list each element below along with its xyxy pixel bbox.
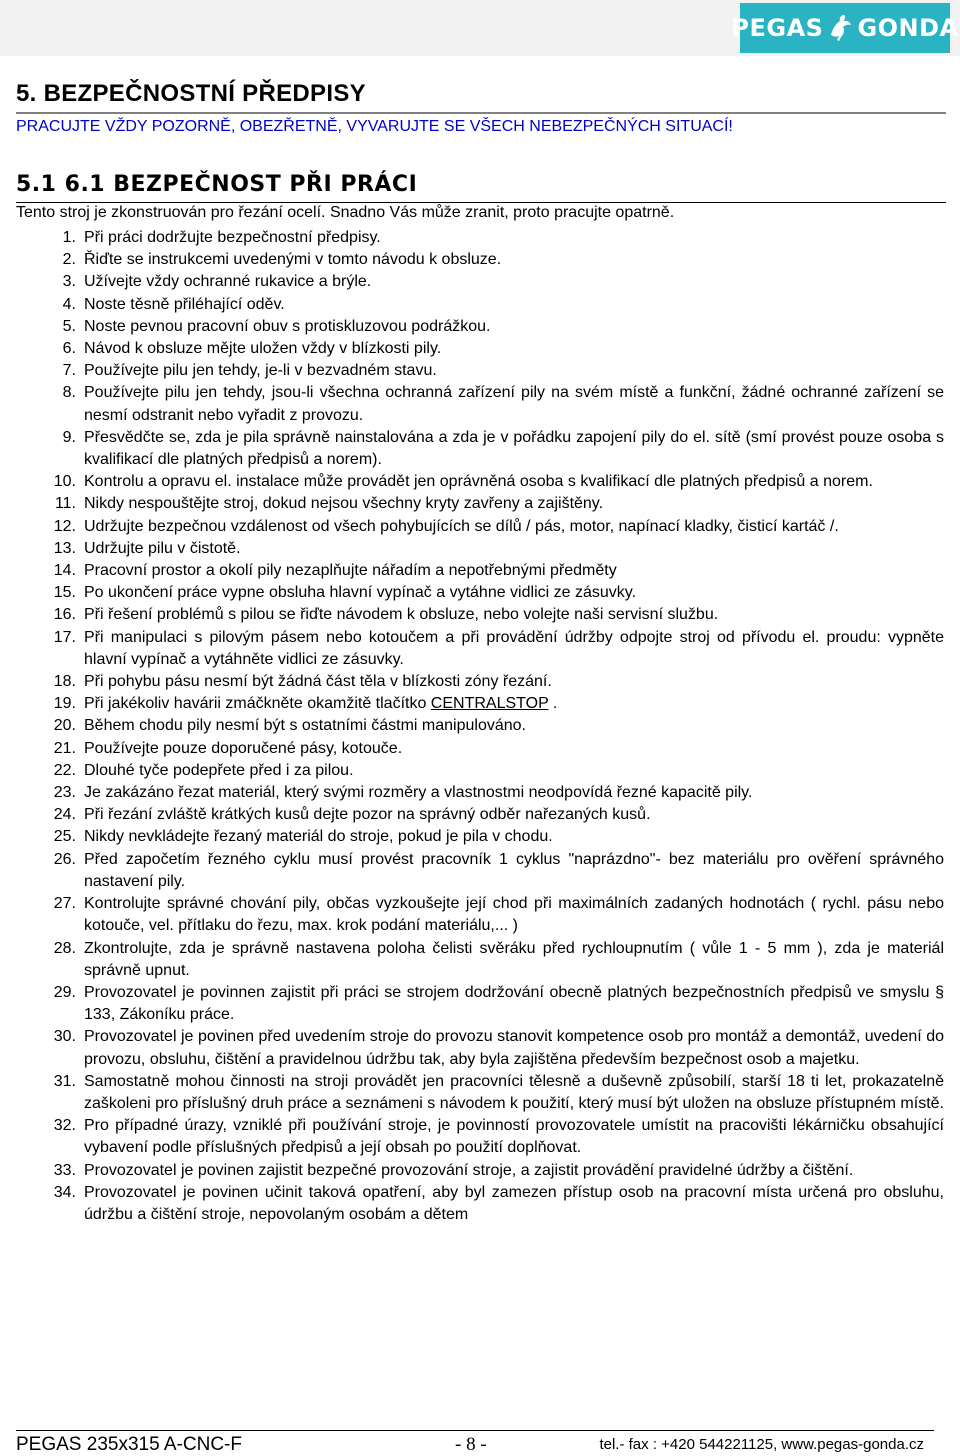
list-item-number: 31. [53, 1072, 76, 1090]
list-item-number: 27. [53, 895, 76, 913]
list-item-text-part: Noste těsně přiléhající oděv. [84, 295, 285, 313]
list-item [0, 471, 960, 493]
list-item-text [84, 804, 944, 826]
list-item [0, 849, 960, 893]
list-item-number: 24. [53, 806, 76, 824]
list-item-text-part: Při řešení problémů s pilou se řiďte návodem k obsluze, nebo volejte naši servisní službu. [84, 606, 719, 624]
list-item-number: 23. [53, 784, 76, 802]
list-item-text [84, 849, 944, 893]
list-item-text-part: Při pohybu pásu nesmí být žádná část těla v blízkosti zóny řezání. [84, 673, 552, 691]
list-item-number: 12. [53, 517, 76, 535]
list-item-text [84, 271, 944, 293]
list-item-number: 21. [53, 739, 76, 757]
list-item-number: 15. [53, 584, 76, 602]
list-item [0, 538, 960, 560]
list-item [0, 249, 960, 271]
list-item-text-part: Během chodu pily nesmí být s ostatními částmi manipulováno. [84, 717, 526, 735]
list-item-text-part: Provozovatel je povinen učinit taková opatření, aby byl zamezen přístup osob na pracovní místa určená pro obsluhu, údržbu a čištění stroje, nepovolaným osobám a dětem [84, 1183, 944, 1223]
centralstop-label: CENTRALSTOP [430, 695, 549, 713]
section-heading: 5. BEZPEČNOSTNÍ PŘEDPISY [16, 80, 366, 107]
list-item-text [84, 538, 944, 560]
list-item [0, 271, 960, 293]
list-item-text-part: Při jakékoliv havárii zmáčkněte okamžitě tlačítko [84, 695, 431, 713]
list-item-text [84, 338, 944, 360]
list-item [0, 1071, 960, 1115]
list-item-number: 3. [62, 273, 76, 291]
list-item-number: 7. [62, 362, 76, 380]
list-item-text-part: Udržujte pilu v čistotě. [84, 539, 241, 557]
list-item-text [84, 826, 944, 848]
list-item [0, 560, 960, 582]
list-item-text [84, 360, 944, 382]
list-item [0, 427, 960, 471]
list-item-number: 2. [62, 251, 76, 269]
list-item [0, 360, 960, 382]
list-item-text [84, 493, 944, 515]
list-item-number: 18. [53, 673, 76, 691]
list-item [0, 982, 960, 1026]
footer-model: PEGAS 235x315 A-CNC-F [16, 1434, 242, 1455]
intro-text: Tento stroj je zkonstruován pro řezání ocelí. Snadno Vás může zranit, proto pracujte opatrně. [16, 204, 675, 221]
list-item-text [84, 294, 944, 316]
list-item [0, 493, 960, 515]
list-item [0, 804, 960, 826]
list-item-text-part: Kontrolu a opravu el. instalace může provádět jen oprávněná osoba s kvalifikací dle platných předpisů a norem. [84, 473, 873, 491]
list-item-text-part: Užívejte vždy ochranné rukavice a brýle. [84, 273, 372, 291]
list-item-text [84, 582, 944, 604]
list-item [0, 382, 960, 426]
list-item-text-tail: . [548, 695, 558, 713]
list-item-number: 10. [53, 473, 76, 491]
list-item-text [84, 1160, 944, 1182]
list-item [0, 1026, 960, 1070]
list-item-number: 26. [53, 850, 76, 868]
list-item-text [84, 982, 944, 1026]
list-item-number: 8. [62, 384, 76, 402]
list-item-text [84, 782, 944, 804]
list-item-text-part: Provozovatel je povinnen zajistit při práci se strojem dodržování obecně platných bezpečnostních předpisů ve smyslu § 133, Zákoníku práce. [84, 983, 944, 1024]
logo-text-right: GONDA [857, 14, 959, 42]
list-item-text [84, 516, 944, 538]
list-item-text [84, 382, 944, 426]
list-item-text [84, 1071, 944, 1115]
footer-divider [16, 1430, 934, 1431]
list-item [0, 1115, 960, 1159]
list-item-number: 16. [53, 606, 76, 624]
list-item-text-part: Pracovní prostor a okolí pily nezaplňujte nářadím a nepotřebnými předměty [84, 562, 617, 580]
list-item-text [84, 560, 944, 582]
list-item-text [84, 427, 944, 471]
list-item-text-part: Provozovatel je povinen před uvedením stroje do provozu stanovit kompetence osob pro montáž a demontáž, uvedení do provozu, obsluhu, čištění a pravidelnou údržbu tak, aby byla zajištěna především bezpečnost osob a majetku. [84, 1028, 944, 1068]
list-item [0, 893, 960, 937]
list-item-text [84, 316, 944, 338]
list-item-number: 29. [53, 983, 76, 1001]
list-item-text-part: Nikdy nevkládejte řezaný materiál do stroje, pokud je pila v chodu. [84, 828, 553, 846]
list-item [0, 1160, 960, 1182]
list-item [0, 294, 960, 316]
list-item-text-part: Používejte pouze doporučené pásy, kotouče. [84, 739, 403, 757]
list-item [0, 316, 960, 338]
list-item [0, 516, 960, 538]
list-item-number: 22. [53, 761, 76, 779]
list-item-text-part: Řiďte se instrukcemi uvedenými v tomto návodu k obsluze. [84, 251, 502, 269]
list-item-text [84, 627, 944, 671]
list-item-text-part: Návod k obsluze mějte uložen vždy v blízkosti pily. [84, 340, 442, 358]
safety-warning: PRACUJTE VŽDY POZORNĚ, OBEZŘETNĚ, VYVARUJTE SE VŠECH NEBEZPEČNÝCH SITUACÍ! [16, 118, 733, 135]
list-item-text-part: Kontrolujte správné chování pily, občas vyzkoušejte její chod při maximálních zadaných hodnotách ( rychl. pásu nebo kotouče, vel. přítlaku do řezu, max. krok podání materiálu,... ) [84, 895, 944, 935]
list-item [0, 1182, 960, 1226]
list-item-text-part: Při řezání zvláště krátkých kusů dejte pozor na správný odběr nařezaných kusů. [84, 806, 651, 824]
list-item-text [84, 1115, 944, 1159]
list-item-text-part: Používejte pilu jen tehdy, je-li v bezvadném stavu. [84, 362, 437, 380]
list-item-text-part: Zkontrolujte, zda je správně nastavena poloha čelisti svěráku před rychloupnutím ( vůle 1 - 5 mm ), zda je materiál správně upnut. [84, 939, 944, 979]
logo-text-left: PEGAS [731, 14, 824, 42]
list-item-number: 25. [53, 828, 76, 846]
list-item [0, 338, 960, 360]
list-item-text-part: Po ukončení práce vypne obsluha hlavní vypínač a vytáhne vidlici ze zásuvky. [84, 584, 637, 602]
list-item-text-part: Udržujte bezpečnou vzdálenost od všech pohybujících se dílů / pás, motor, napínací kladky, čisticí kartáč /. [84, 517, 839, 535]
list-item [0, 760, 960, 782]
footer-contact: tel.- fax : +420 544221125, www.pegas-gonda.cz [599, 1436, 924, 1453]
list-item-number: 1. [62, 229, 76, 246]
subsection-heading: 5.1 6.1 BEZPEČNOST PŘI PRÁCI [16, 172, 418, 197]
list-item [0, 938, 960, 982]
safety-rules-list [0, 227, 960, 1226]
list-item-text [84, 938, 944, 982]
list-item-text-part: Nikdy nespouštějte stroj, dokud nejsou všechny kryty zavřeny a zajištěny. [84, 495, 604, 513]
list-item-number: 13. [53, 539, 76, 557]
list-item-text-part: Před započetím řezného cyklu musí provést pracovník 1 cyklus "naprázdno"- bez materiálu pro ověření správného nastavení pily. [84, 850, 944, 890]
heading-divider [16, 112, 946, 114]
list-item [0, 604, 960, 626]
list-item-number: 17. [53, 628, 76, 646]
list-item-text-part: Přesvědčte se, zda je pila správně nainstalována a zda je v pořádku zapojení pily do el. sítě (smí provést pouze osoba s kvalifikací dle platných předpisů a norem). [84, 428, 944, 469]
list-item-number: 34. [53, 1183, 76, 1201]
list-item-number: 6. [62, 340, 76, 358]
list-item-number: 5. [62, 317, 76, 335]
pegasus-icon [827, 13, 853, 43]
company-logo [731, 3, 959, 53]
list-item-number: 9. [62, 428, 76, 446]
list-item [0, 627, 960, 671]
list-item-text [84, 715, 944, 737]
list-item-number: 30. [53, 1028, 76, 1046]
subheading-divider [16, 202, 946, 203]
list-item-number: 33. [53, 1161, 76, 1179]
list-item-number: 32. [53, 1117, 76, 1135]
list-item-text-part: Používejte pilu jen tehdy, jsou-li všechna ochranná zařízení pily na svém místě a funkční, žádné ochranné zařízení se nesmí odstranit nebo vyřadit z provozu. [84, 384, 944, 424]
list-item-text [84, 738, 944, 760]
list-item [0, 693, 960, 715]
list-item-text [84, 1182, 944, 1226]
list-item-text-part: Při manipulaci s pilovým pásem nebo kotoučem a při provádění údržby odpojte stroj od přívodu el. proudu: vypněte hlavní vypínač a vytáhněte vidlici ze zásuvky. [84, 628, 944, 668]
list-item-text [84, 760, 944, 782]
list-item-text [84, 471, 944, 493]
list-item-text [84, 671, 944, 693]
list-item-text-part: Pro případné úrazy, vzniklé při používání stroje, je povinností provozovatele umístit na pracovišti lékárničku obsahující vybavení podle příslušných předpisů a její obsah po použití doplňovat. [84, 1117, 944, 1157]
list-item-text [84, 1026, 944, 1070]
list-item-number: 11. [54, 495, 76, 513]
list-item-number: 28. [53, 939, 76, 957]
list-item-text [84, 249, 944, 271]
list-item-text-part: Noste pevnou pracovní obuv s protiskluzovou podrážkou. [84, 317, 491, 335]
list-item [0, 826, 960, 848]
list-item-number: 20. [53, 717, 76, 735]
page-number: - 8 - [455, 1434, 487, 1455]
list-item-text [84, 893, 944, 937]
list-item-number: 19. [53, 695, 76, 713]
list-item [0, 715, 960, 737]
list-item-text [84, 604, 944, 626]
list-item [0, 671, 960, 693]
list-item [0, 782, 960, 804]
list-item-text-part: Provozovatel je povinen zajistit bezpečné provozování stroje, a zajistit provádění pravidelné údržby a čištění. [84, 1161, 854, 1179]
list-item-text-part: Při práci dodržujte bezpečnostní předpisy. [84, 229, 381, 246]
list-item-number: 14. [53, 562, 76, 580]
list-item-text-part: Dlouhé tyče podepřete před i za pilou. [84, 761, 354, 779]
list-item-text [84, 693, 944, 715]
list-item [0, 227, 960, 249]
list-item [0, 738, 960, 760]
list-item [0, 582, 960, 604]
list-item-text-part: Samostatně mohou činnosti na stroji provádět jen pracovníci tělesně a duševně způsobilí, starší 18 ti let, prokazatelně zaškoleni pro příslušný druh práce a seznámeni s návodem k použití, který musí být uložen na obsluze přístupném místě. [84, 1072, 944, 1112]
list-item-text [84, 227, 944, 249]
list-item-text-part: Je zakázáno řezat materiál, který svými rozměry a vlastnostmi neodpovídá řezné kapacitě pily. [84, 784, 753, 802]
list-item-number: 4. [62, 295, 76, 313]
